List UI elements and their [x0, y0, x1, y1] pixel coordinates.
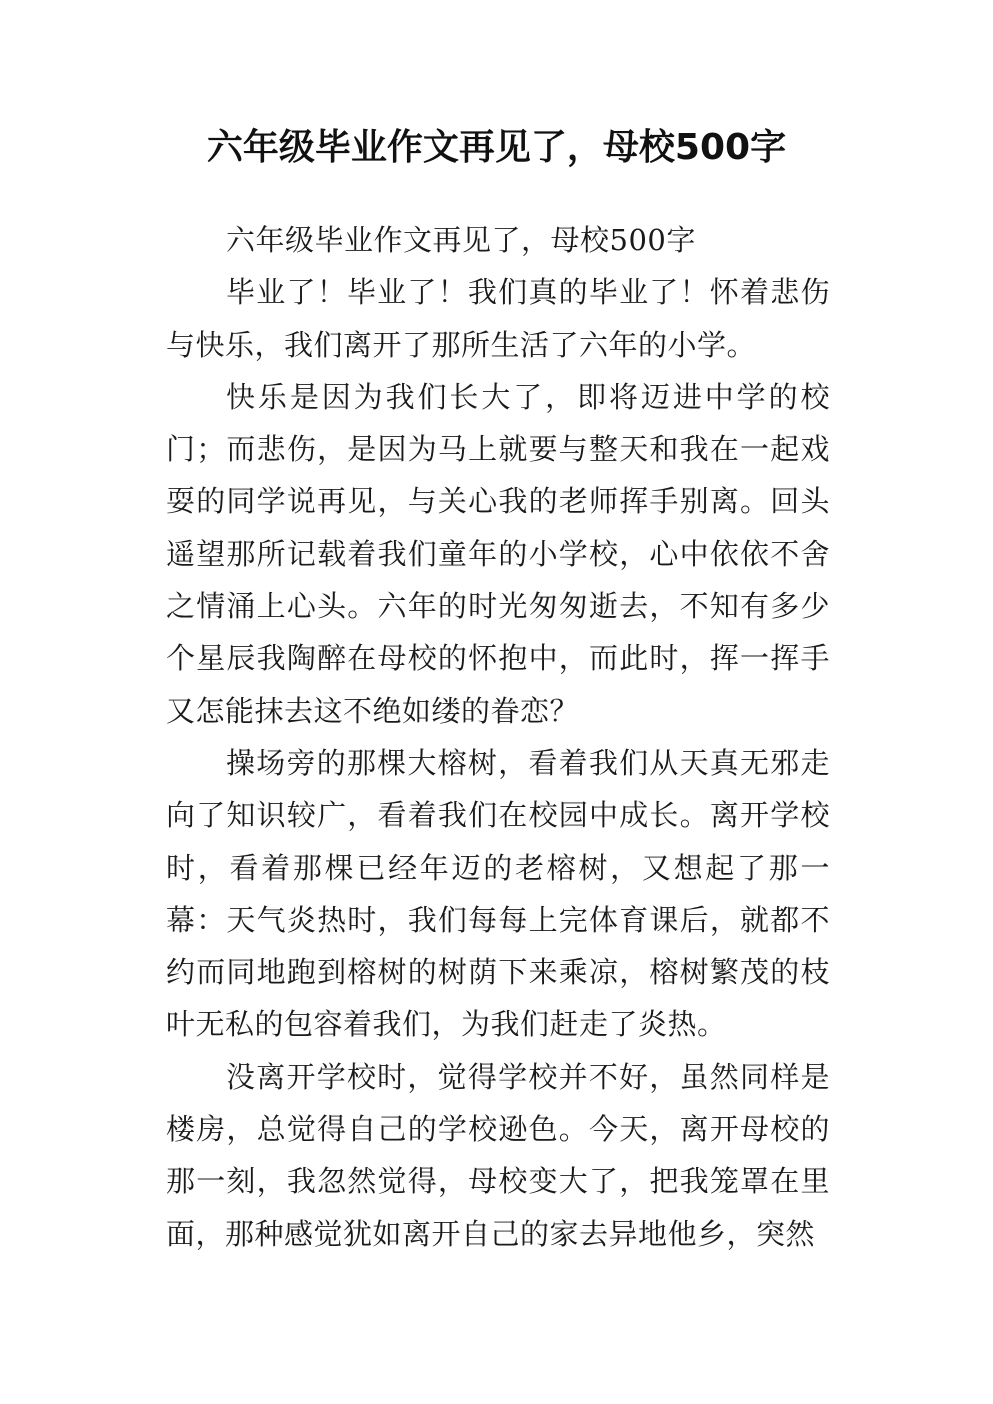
document-body	[166, 214, 830, 1260]
paragraph: 毕业了！毕业了！我们真的毕业了！怀着悲伤与快乐，我们离开了那所生活了六年的小学。	[166, 275, 830, 362]
paragraph: 快乐是因为我们长大了，即将迈进中学的校门；而悲伤，是因为马上就要与整天和我在一起戏耍的同学说再见，与关心我的老师挥手别离。回头遥望那所记载着我们童年的小学校，心中依依不舍之情涌上心头。六年的时光匆匆逝去，不知有多少个星辰我陶醉在母校的怀抱中，而此时，挥一挥手又怎能抹去这不绝如缕的眷恋？	[166, 379, 830, 728]
paragraph: 操场旁的那棵大榕树，看着我们从天真无邪走向了知识较广，看着我们在校园中成长。离开学校时，看着那棵已经年迈的老榕树，又想起了那一幕：天气炎热时，我们每每上完体育课后，就都不约而同地跑到榕树的树荫下来乘凉，榕树繁茂的枝叶无私的包容着我们，为我们赶走了炎热。	[166, 745, 830, 1042]
paragraph: 没离开学校时，觉得学校并不好，虽然同样是楼房，总觉得自己的学校逊色。今天，离开母校的那一刻，我忽然觉得，母校变大了，把我笼罩在里面，那种感觉犹如离开自己的家去异地他乡，突然	[166, 1059, 830, 1251]
document-title: 六年级毕业作文再见了，母校500字	[206, 127, 787, 168]
paragraph-subtitle: 六年级毕业作文再见了，母校500字	[226, 223, 696, 257]
